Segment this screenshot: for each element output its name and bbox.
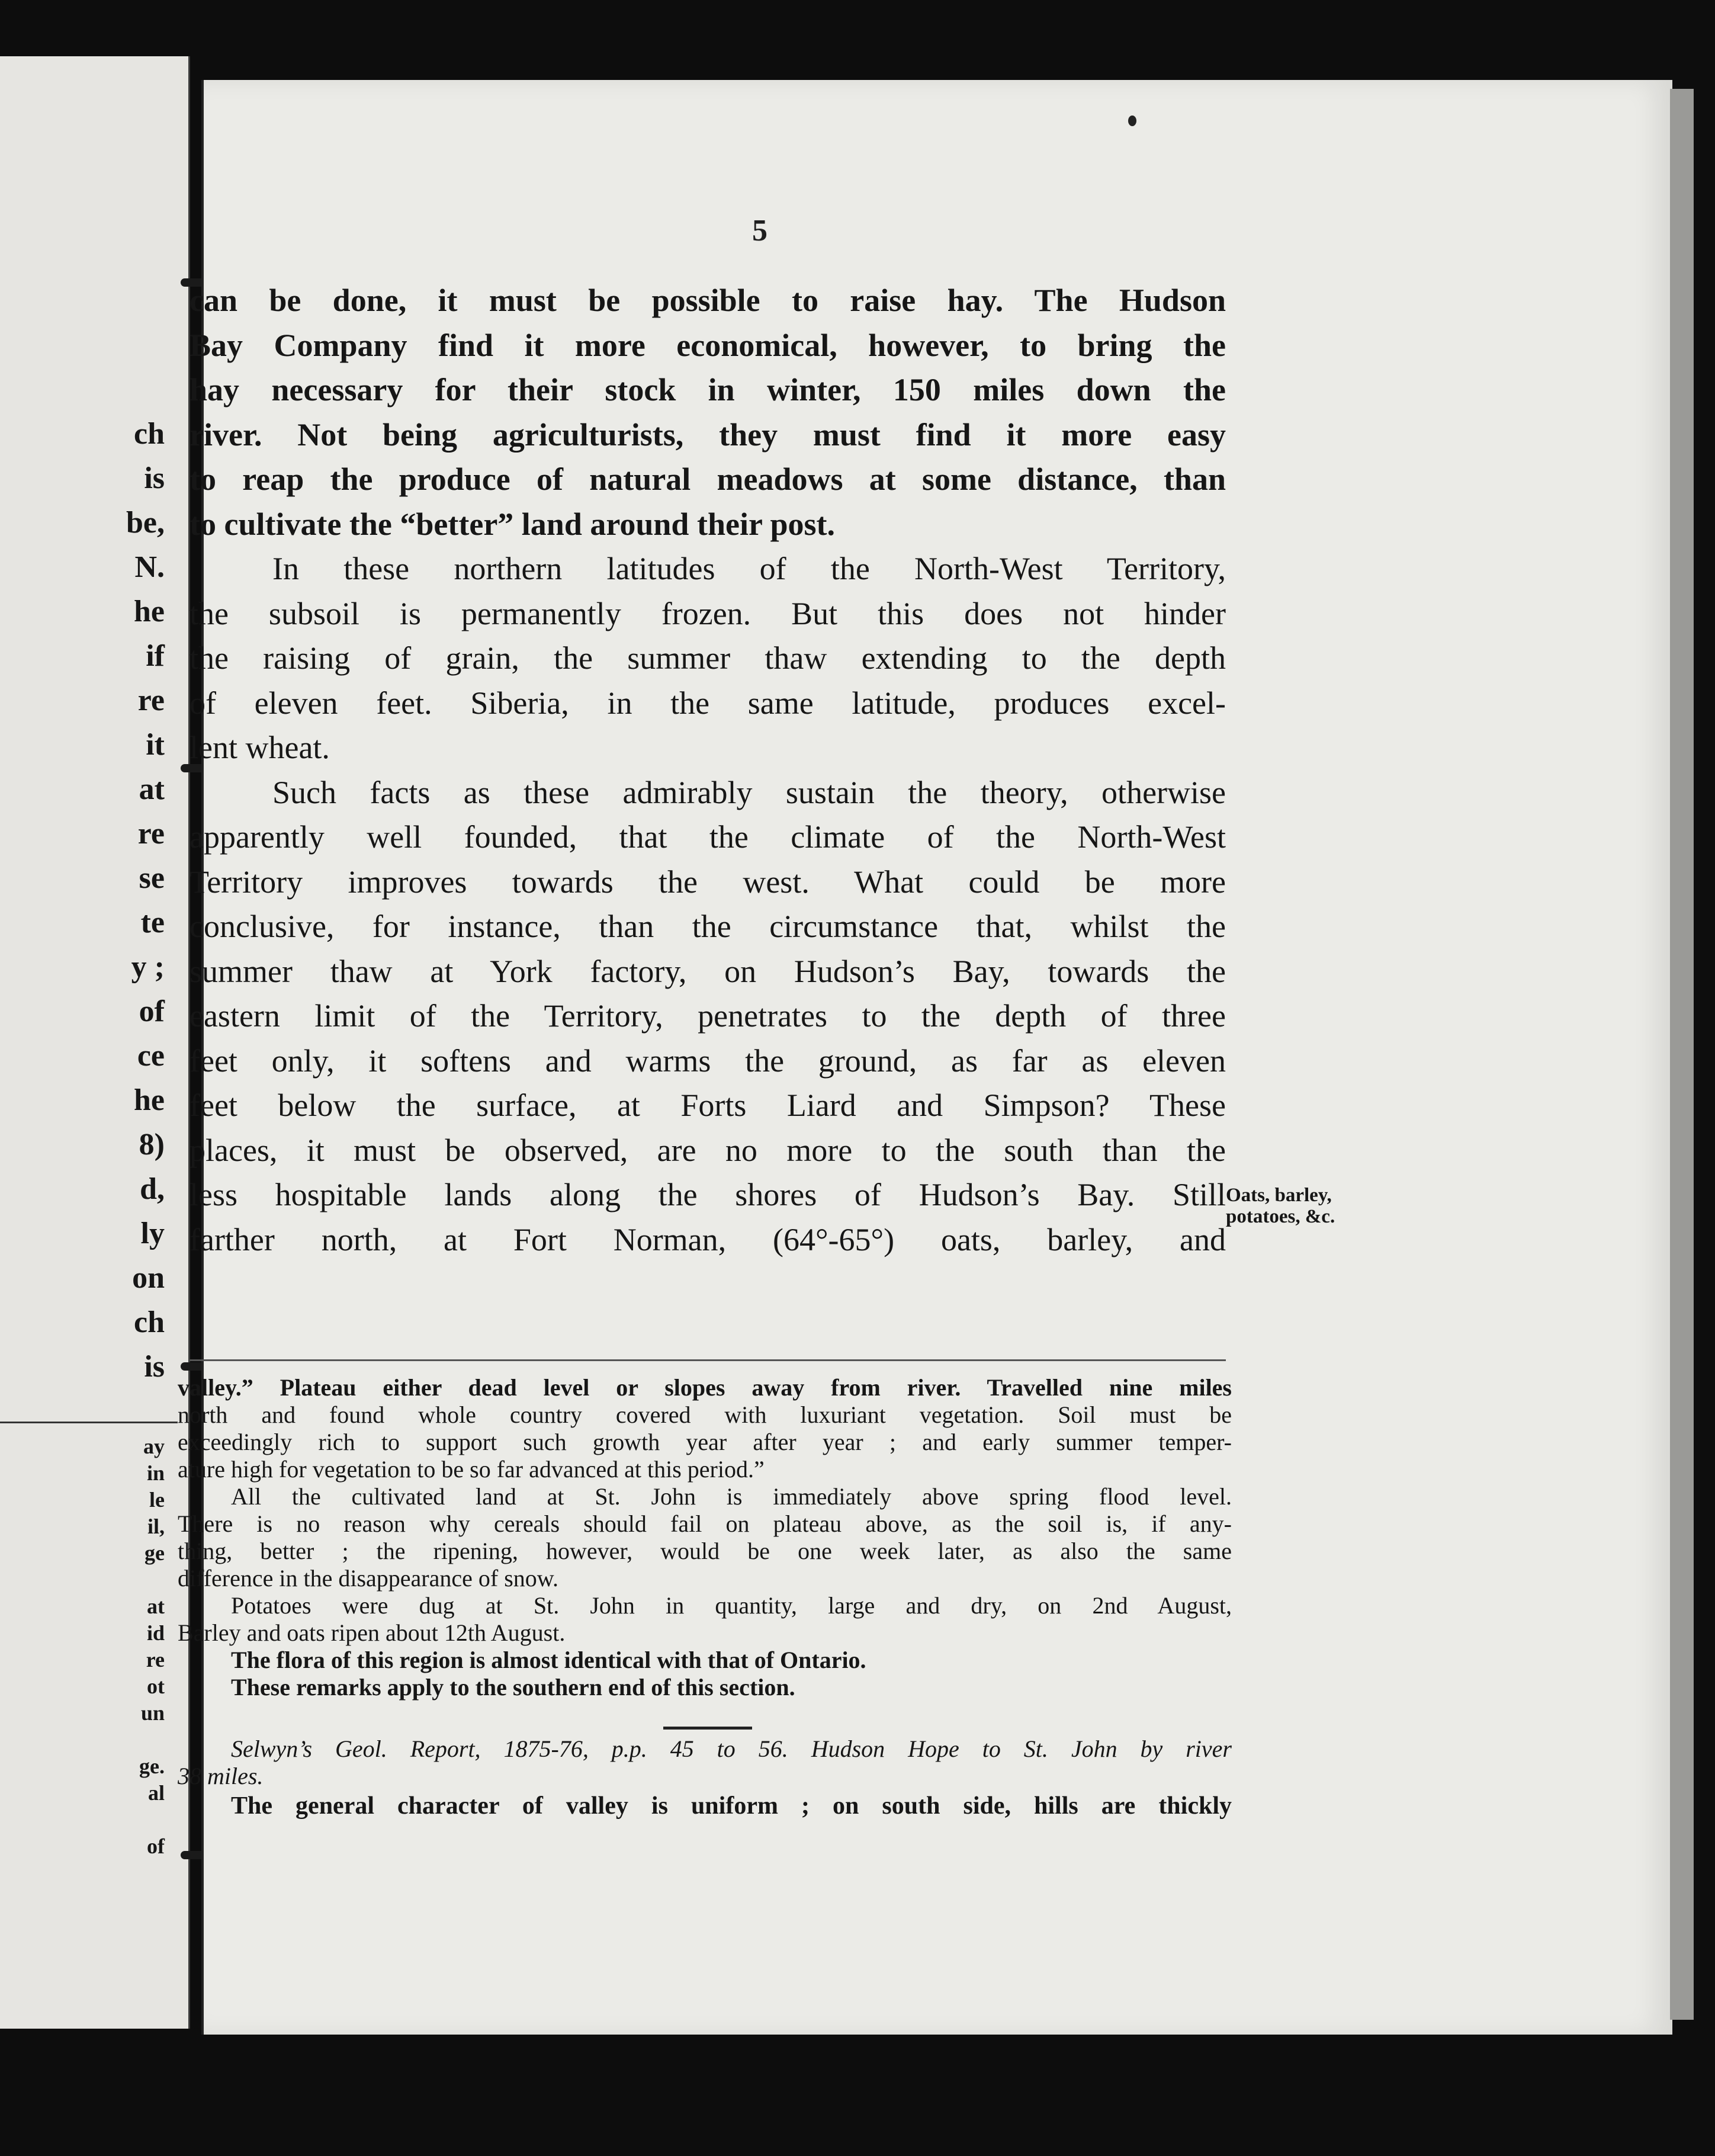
left-footnote-fragment: le	[149, 1488, 165, 1512]
left-fragment: is	[144, 461, 165, 495]
left-fragment: at	[139, 772, 165, 806]
left-footnote-fragment: at	[147, 1594, 165, 1618]
geological-report-reference	[178, 1735, 1232, 1790]
footnote-line: There is no reason why cereals should fail on plateau above, as the soil is, if any-	[178, 1510, 1232, 1537]
previous-page-rule	[0, 1422, 178, 1423]
text-line: farther north, at Fort Norman, (64°-65°) oats, barley, and	[190, 1221, 1226, 1257]
left-fragment: on	[132, 1261, 165, 1295]
text-line: lent wheat.	[190, 730, 330, 765]
reference-line: 38 miles.	[178, 1763, 264, 1789]
text-line: summer thaw at York factory, on Hudson’s Bay, towards the	[190, 953, 1226, 989]
page-number: 5	[752, 214, 767, 248]
left-footnote-fragment: ge.	[139, 1754, 165, 1778]
left-fragment: ch	[134, 417, 165, 451]
reference-divider	[663, 1727, 752, 1730]
left-fragment: is	[144, 1350, 165, 1384]
text-line: the raising of grain, the summer thaw extending to the depth	[190, 640, 1226, 676]
footnote-line: Barley and oats ripen about 12th August.	[178, 1619, 566, 1646]
text-line: can be done, it must be possible to raise hay. The Hudson	[190, 283, 1226, 318]
footnote-line: All the cultivated land at St. John is immediately above spring flood level.	[231, 1483, 1232, 1510]
text-line: In these northern latitudes of the North-West Territory,	[272, 551, 1226, 586]
left-fragment: N.	[134, 550, 165, 584]
paragraph	[190, 771, 1226, 1263]
footnote-line: valley.” Plateau either dead level or slopes away from river. Travelled nine miles	[178, 1374, 1232, 1401]
left-fragment: y ;	[131, 950, 165, 984]
left-fragment: ch	[134, 1305, 165, 1339]
left-fragment: it	[146, 728, 165, 762]
text-line: feet below the surface, at Forts Liard and Simpson? These	[190, 1087, 1226, 1123]
footnote-line: The flora of this region is almost identical with that of Ontario.	[231, 1647, 866, 1673]
text-line: Bay Company find it more economical, however, to bring the	[190, 327, 1226, 363]
left-fragment: ly	[140, 1217, 165, 1250]
footnote-line: thing, better ; the ripening, however, would be one week later, as also the same	[178, 1538, 1232, 1564]
ink-speck	[1128, 116, 1136, 126]
left-fragment: he	[134, 1083, 165, 1117]
text-line: to reap the produce of natural meadows at some distance, than	[190, 461, 1226, 497]
left-footnote-fragment: il,	[147, 1515, 165, 1538]
left-fragment: re	[137, 684, 165, 717]
reference-body-line: The general character of valley is uniform ; on south side, hills are thickly	[231, 1792, 1232, 1820]
reference-body	[178, 1792, 1232, 1820]
text-line: the subsoil is permanently frozen. But this does not hinder	[190, 595, 1226, 631]
text-line: Such facts as these admirably sustain the theory, otherwise	[272, 774, 1226, 810]
text-line: of eleven feet. Siberia, in the same latitude, produces excel-	[190, 685, 1226, 721]
left-fragment: se	[139, 861, 165, 895]
left-footnote-fragment: of	[147, 1834, 165, 1858]
footnote-line: difference in the disappearance of snow.	[178, 1565, 559, 1592]
text-line: feet only, it softens and warms the ground, as far as eleven	[190, 1042, 1226, 1079]
text-line: hay necessary for their stock in winter, 150 miles down the	[190, 372, 1226, 408]
left-footnote-fragment: ay	[143, 1435, 165, 1458]
left-fragment: of	[139, 994, 165, 1028]
previous-page-footnote-fragments	[0, 1433, 178, 1860]
reference-line: Selwyn’s Geol. Report, 1875-76, p.p. 45 to 56. Hudson Hope to St. John by river	[231, 1735, 1232, 1762]
left-footnote-fragment: re	[146, 1648, 165, 1671]
left-footnote-fragment: id	[146, 1621, 165, 1645]
page-edge-shadow	[1670, 89, 1694, 2020]
text-line: conclusive, for instance, than the circumstance that, whilst the	[190, 909, 1226, 944]
paragraph	[190, 547, 1226, 771]
body-text	[190, 278, 1226, 1262]
left-footnote-fragment	[0, 1807, 178, 1833]
left-fragment: he	[134, 595, 165, 628]
footnote-line: Potatoes were dug at St. John in quantity, large and dry, on 2nd August,	[231, 1592, 1232, 1619]
left-footnote-fragment: in	[146, 1461, 165, 1485]
left-fragment: te	[140, 906, 165, 939]
text-line: to cultivate the “better” land around their post.	[190, 506, 835, 542]
footnotes	[178, 1374, 1232, 1701]
footnote-line: ature high for vegetation to be so far advanced at this period.”	[178, 1456, 765, 1483]
text-line: river. Not being agriculturists, they must find it more easy	[190, 416, 1226, 453]
left-fragment: 8)	[139, 1128, 165, 1162]
text-line: less hospitable lands along the shores of Hudson’s Bay. Still	[190, 1177, 1226, 1212]
left-footnote-fragment: al	[147, 1781, 165, 1805]
text-line: eastern limit of the Territory, penetrates to the depth of three	[190, 998, 1226, 1034]
text-line: Territory improves towards the west. What could be more	[190, 864, 1226, 900]
left-footnote-fragment: un	[140, 1701, 165, 1725]
left-footnote-fragment	[0, 1727, 178, 1753]
text-line: places, it must be observed, are no more to the south than the	[190, 1132, 1226, 1168]
left-footnote-fragment	[0, 1567, 178, 1593]
left-footnote-fragment: ge	[144, 1541, 165, 1565]
left-fragment: if	[146, 639, 165, 673]
footnote-line: These remarks apply to the southern end of this section.	[231, 1674, 795, 1701]
text-line: apparently well founded, that the climate of the North-West	[190, 819, 1226, 855]
left-fragment: ce	[137, 1039, 165, 1073]
footnote-divider	[190, 1359, 1226, 1361]
left-footnote-fragment: ot	[147, 1674, 165, 1698]
margin-note: Oats, barley, potatoes, &c.	[1226, 1185, 1335, 1227]
left-fragment: re	[137, 817, 165, 851]
paragraph	[190, 278, 1226, 547]
left-fragment: be,	[126, 506, 165, 540]
previous-page-edge	[0, 56, 190, 2029]
footnote-line: north and found whole country covered with luxuriant vegetation. Soil must be	[178, 1401, 1232, 1428]
left-fragment: d,	[140, 1172, 165, 1206]
footnote-line: exceedingly rich to support such growth year after year ; and early summer temper-	[178, 1429, 1232, 1455]
previous-page-text-fragments	[0, 412, 178, 1389]
